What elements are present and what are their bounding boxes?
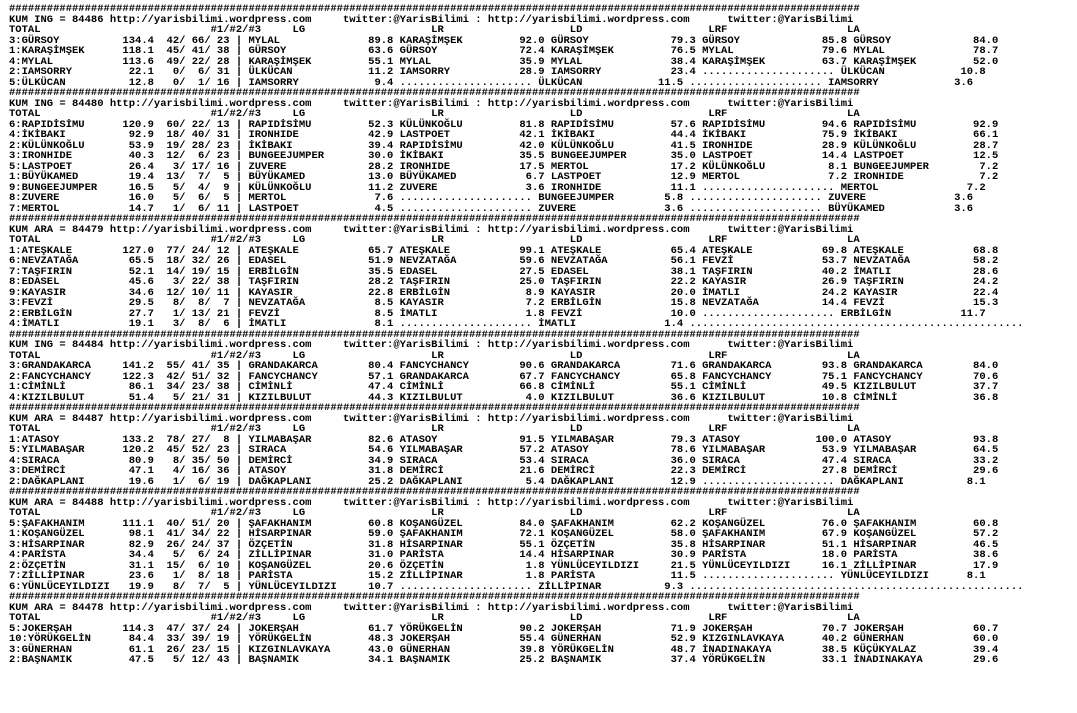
result-row: 2:KÜLÜNKOĞLU 53.9 19/ 28/ 23 | İKİBAKI 39.4 RAPIDİSİMU 42.0 KÜLÜNKOĞLU 41.5 IRONHIDE 28.9 KÜLÜNKOĞLU 28.7 [9, 139, 999, 152]
column-header: TOTAL #1/#2/#3 LG LR LD LRF LA [9, 24, 860, 36]
result-row: 4:PARİSTA 34.4 5/ 6/ 24 | ZİLLİPINAR 31.0 PARİSTA 14.4 HİSARPINAR 30.9 PARİSTA 18.0 PARİSTA 38.6 [9, 549, 999, 561]
result-row: 1:ATASOY 133.2 78/ 27/ 8 | YILMABAŞAR 82.6 ATASOY 91.5 YILMABAŞAR 79.3 ATASOY 100.0 ATASOY 93.8 [9, 433, 999, 446]
column-header: TOTAL #1/#2/#3 LG LR LD LRF LA [9, 108, 860, 120]
race-title: KUM ARA = 84487 http://yarisbilimi.wordpress.com twitter:@YarisBilimi : http://yarisbilimi.wordpress.com twitter:@YarisBilimi [9, 412, 854, 425]
result-row: 2:BAŞNAMIK 47.5 5/ 12/ 43 | BAŞNAMIK 34.1 BAŞNAMIK 25.2 BAŞNAMIK 37.4 YÖRÜKGELİN 33.1 İNADINAKAYA 29.6 [9, 654, 999, 666]
result-row: 9:KAYASIR 34.6 12/ 10/ 11 | KAYASIR 22.8 ERBİLGİN 8.9 KAYASIR 20.0 İMATLI 24.2 KAYASIR 22.4 [9, 286, 999, 299]
race-title: KUM ARA = 84488 http://yarisbilimi.wordpress.com twitter:@YarisBilimi : http://yarisbilimi.wordpress.com twitter:@YarisBilimi [9, 496, 854, 509]
result-row: 5:ÜLKÜCAN 12.8 0/ 1/ 16 | IAMSORRY 9.4 ..................... ÜLKÜCAN 11.5 ..................... IAMSORRY 3.6 [9, 76, 974, 89]
result-row: 7:MERTOL 14.7 1/ 6/ 11 | LASTPOET 4.5 ..................... ZUVERE 3.6 ..................... BÜYÜKAMED 3.6 [9, 202, 974, 215]
column-header: TOTAL #1/#2/#3 LG LR LD LRF LA [9, 507, 860, 519]
result-row: 4:SIRACA 80.9 8/ 35/ 50 | DEMİRCİ 34.9 SIRACA 53.4 SIRACA 36.0 SIRACA 47.4 SIRACA 33.2 [9, 454, 999, 467]
race-title: KUM ARA = 84478 http://yarisbilimi.wordpress.com twitter:@YarisBilimi : http://yarisbilimi.wordpress.com twitter:@YarisBilimi [9, 601, 854, 614]
result-row: 6:NEVZATAĞA 65.5 18/ 32/ 26 | EDASEL 51.9 NEVZATAĞA 59.6 NEVZATAĞA 56.1 FEVZİ 53.7 NEVZATAĞA 58.2 [9, 255, 999, 267]
result-row: 5:LASTPOET 26.4 3/ 17/ 16 | ZUVERE 28.2 IRONHIDE 17.5 MERTOL 17.2 KÜLÜNKOĞLU 8.1 BUNGEEJUMPER 7.2 [9, 160, 999, 173]
result-row: 1:KOŞANGÜZEL 98.1 41/ 34/ 22 | HİSARPINAR 59.0 ŞAFAKHANIM 72.1 KOŞANGÜZEL 58.0 ŞAFAKHANIM 67.9 KOŞANGÜZEL 57.2 [9, 528, 999, 540]
result-row: 1:CİMİNLİ 86.1 34/ 23/ 38 | CİMİNLİ 47.4 CİMİNLİ 66.8 CİMİNLİ 55.1 CİMİNLİ 49.5 KIZILBULUT 37.7 [9, 381, 999, 393]
column-header: TOTAL #1/#2/#3 LG LR LD LRF LA [9, 423, 860, 435]
result-row: 4:MYLAL 113.6 49/ 22/ 28 | KARAŞİMŞEK 55.1 MYLAL 35.9 MYLAL 38.4 KARAŞİMŞEK 63.7 KARAŞİMŞEK 52.0 [9, 55, 999, 68]
race-title: KUM ING = 84484 http://yarisbilimi.wordpress.com twitter:@YarisBilimi : http://yarisbilimi.wordpress.com twitter:@YarisBilimi [9, 339, 854, 351]
result-row: 1:ATEŞKALE 127.0 77/ 24/ 12 | ATEŞKALE 65.7 ATEŞKALE 99.1 ATEŞKALE 65.4 ATEŞKALE 69.8 ATEŞKALE 68.8 [9, 244, 999, 257]
result-row: 2:IAMSORRY 22.1 0/ 6/ 31 | ÜLKÜCAN 11.2 IAMSORRY 28.9 IAMSORRY 23.4 ..................... ÜLKÜCAN 10.8 [9, 66, 986, 78]
result-row: 4:KIZILBULUT 51.4 5/ 21/ 31 | KIZILBULUT 44.3 KIZILBULUT 4.0 KIZILBULUT 36.6 KIZILBULUT 10.8 CİMİNLİ 36.8 [9, 391, 999, 404]
section-separator: ####################################################################################################################################### [9, 486, 860, 498]
result-row: 4:İMATLI 19.1 3/ 8/ 6 | İMATLI 8.1 ..................... İMATLI 1.4 ..................................................... [9, 318, 1024, 330]
result-row: 3:IRONHIDE 40.3 12/ 6/ 23 | BUNGEEJUMPER 30.0 İKİBAKI 35.5 BUNGEEJUMPER 35.0 LASTPOET 14.4 LASTPOET 12.5 [9, 150, 999, 162]
race-title: KUM ARA = 84479 http://yarisbilimi.wordpress.com twitter:@YarisBilimi : http://yarisbilimi.wordpress.com twitter:@YarisBilimi [9, 223, 854, 236]
section-separator: ####################################################################################################################################### [9, 328, 860, 341]
result-row: 3:GÜNERHAN 61.1 26/ 23/ 15 | KIZGINLAVKAYA 43.0 GÜNERHAN 39.8 YÖRÜKGELİN 48.7 İNADINAKAYA 38.5 KÜÇÜKYALAZ 39.4 [9, 643, 999, 656]
result-row: 7:TAŞFIRIN 52.1 14/ 19/ 15 | ERBİLGİN 35.5 EDASEL 27.5 EDASEL 38.1 TAŞFIRIN 40.2 İMATLI 28.6 [9, 265, 999, 278]
race-title: KUM ING = 84486 http://yarisbilimi.wordpress.com twitter:@YarisBilimi : http://yarisbilimi.wordpress.com twitter:@YarisBilimi [9, 13, 854, 26]
result-row: 3:FEVZİ 29.5 8/ 8/ 7 | NEVZATAĞA 8.5 KAYASIR 7.2 ERBİLGİN 15.8 NEVZATAĞA 14.4 FEVZİ 15.3 [9, 297, 999, 309]
result-row: 10:YÖRÜKGELİN 84.4 33/ 39/ 19 | YÖRÜKGELİN 48.3 JOKERŞAH 55.4 GÜNERHAN 52.9 KIZGINLAVKAYA 40.2 GÜNERHAN 60.0 [9, 633, 999, 645]
section-separator: ####################################################################################################################################### [9, 591, 860, 603]
result-row: 5:ŞAFAKHANIM 111.1 40/ 51/ 20 | ŞAFAKHANIM 60.8 KOŞANGÜZEL 84.0 ŞAFAKHANIM 62.2 KOŞANGÜZEL 76.0 ŞAFAKHANIM 60.8 [9, 517, 999, 530]
section-separator: ####################################################################################################################################### [9, 3, 860, 15]
result-row: 3:GÜRSOY 134.4 42/ 66/ 23 | MYLAL 89.8 KARAŞİMŞEK 92.0 GÜRSOY 79.3 GÜRSOY 85.8 GÜRSOY 84.0 [9, 34, 999, 47]
result-row: 7:ZİLLİPINAR 23.6 1/ 8/ 18 | PARİSTA 15.2 ZİLLİPINAR 1.8 PARİSTA 11.5 ..................... YÜNLÜCEYILDIZI 8.1 [9, 570, 986, 582]
result-row: 5:YILMABAŞAR 120.2 45/ 52/ 23 | SIRACA 54.6 YILMABAŞAR 57.2 ATASOY 78.6 YILMABAŞAR 53.9 YILMABAŞAR 64.5 [9, 444, 999, 456]
column-header: TOTAL #1/#2/#3 LG LR LD LRF LA [9, 349, 860, 362]
result-row: 3:HİSARPINAR 82.9 26/ 24/ 37 | ÖZÇETİN 31.8 HİSARPINAR 55.1 ÖZÇETİN 35.8 HİSARPINAR 51.1 HİSARPINAR 46.5 [9, 538, 999, 551]
result-row: 6:RAPIDİSİMU 120.9 60/ 22/ 13 | RAPIDİSİMU 52.3 KÜLÜNKOĞLU 81.8 RAPIDİSİMU 57.6 RAPIDİSİMU 94.6 RAPIDİSİMU 92.9 [9, 118, 999, 131]
result-row: 3:GRANDAKARCA 141.2 55/ 41/ 35 | GRANDAKARCA 80.4 FANCYCHANCY 90.6 GRANDAKARCA 71.6 GRANDAKARCA 93.8 GRANDAKARCA 84.0 [9, 360, 999, 372]
result-row: 6:YÜNLÜCEYILDIZI 19.9 8/ 7/ 5 | YÜNLÜCEYILDIZI 10.7 ..................... ZİLLİPINAR 9.3 ..................................................... [9, 580, 1024, 593]
result-row: 2:ERBİLGİN 27.7 1/ 13/ 21 | FEVZİ 8.5 İMATLI 1.8 FEVZİ 10.0 ..................... ERBİLGİN 11.7 [9, 307, 986, 320]
column-header: TOTAL #1/#2/#3 LG LR LD LRF LA [9, 234, 860, 246]
result-row: 1:KARAŞİMŞEK 118.1 45/ 41/ 38 | GÜRSOY 63.6 GÜRSOY 72.4 KARAŞİMŞEK 76.5 MYLAL 79.6 MYLAL 78.7 [9, 45, 999, 57]
section-separator: ####################################################################################################################################### [9, 402, 860, 414]
result-row: 5:JOKERŞAH 114.3 47/ 37/ 24 | JOKERŞAH 61.7 YÖRÜKGELİN 90.2 JOKERŞAH 71.9 JOKERŞAH 70.7 JOKERŞAH 60.7 [9, 622, 999, 635]
result-row: 2:FANCYCHANCY 122.3 42/ 51/ 32 | FANCYCHANCY 57.1 GRANDAKARCA 67.7 FANCYCHANCY 65.8 FANCYCHANCY 75.1 FANCYCHANCY 70.6 [9, 370, 999, 383]
result-row: 2:ÖZÇETİN 31.1 15/ 6/ 10 | KOŞANGÜZEL 20.6 ÖZÇETİN 1.8 YÜNLÜCEYILDIZI 21.5 YÜNLÜCEYILDIZI 16.1 ZİLLİPINAR 17.9 [9, 559, 999, 572]
result-row: 9:BUNGEEJUMPER 16.5 5/ 4/ 9 | KÜLÜNKOĞLU 11.2 ZUVERE 3.6 IRONHIDE 11.1 ..................... MERTOL 7.2 [9, 181, 986, 194]
result-row: 2:DAĞKAPLANI 19.6 1/ 6/ 19 | DAĞKAPLANI 25.2 DAĞKAPLANI 5.4 DAĞKAPLANI 12.9 ..................... DAĞKAPLANI 8.1 [9, 475, 986, 488]
result-row: 8:ZUVERE 16.0 5/ 6/ 5 | MERTOL 7.6 ..................... BUNGEEJUMPER 5.8 ..................... ZUVERE 3.6 [9, 192, 974, 204]
result-row: 3:DEMİRCİ 47.1 4/ 16/ 36 | ATASOY 31.8 DEMİRCİ 21.6 DEMİRCİ 22.3 DEMİRCİ 27.8 DEMİRCİ 29.6 [9, 465, 999, 477]
result-row: 1:BÜYÜKAMED 19.4 13/ 7/ 5 | BÜYÜKAMED 13.0 BÜYÜKAMED 6.7 LASTPOET 12.9 MERTOL 7.2 IRONHIDE 7.2 [9, 171, 999, 183]
section-separator: ####################################################################################################################################### [9, 87, 860, 99]
column-header: TOTAL #1/#2/#3 LG LR LD LRF LA [9, 612, 860, 624]
race-title: KUM ING = 84480 http://yarisbilimi.wordpress.com twitter:@YarisBilimi : http://yarisbilimi.wordpress.com twitter:@YarisBilimi [9, 97, 854, 110]
result-row: 8:EDASEL 45.6 3/ 22/ 38 | TAŞFIRIN 28.2 TAŞFIRIN 25.0 TAŞFIRIN 22.2 KAYASIR 26.9 TAŞFIRIN 24.2 [9, 276, 999, 288]
result-row: 4:İKİBAKI 92.9 18/ 40/ 31 | IRONHIDE 42.9 LASTPOET 42.1 İKİBAKI 44.4 İKİBAKI 75.9 İKİBAKI 66.1 [9, 129, 999, 141]
section-separator: ####################################################################################################################################### [9, 213, 860, 225]
